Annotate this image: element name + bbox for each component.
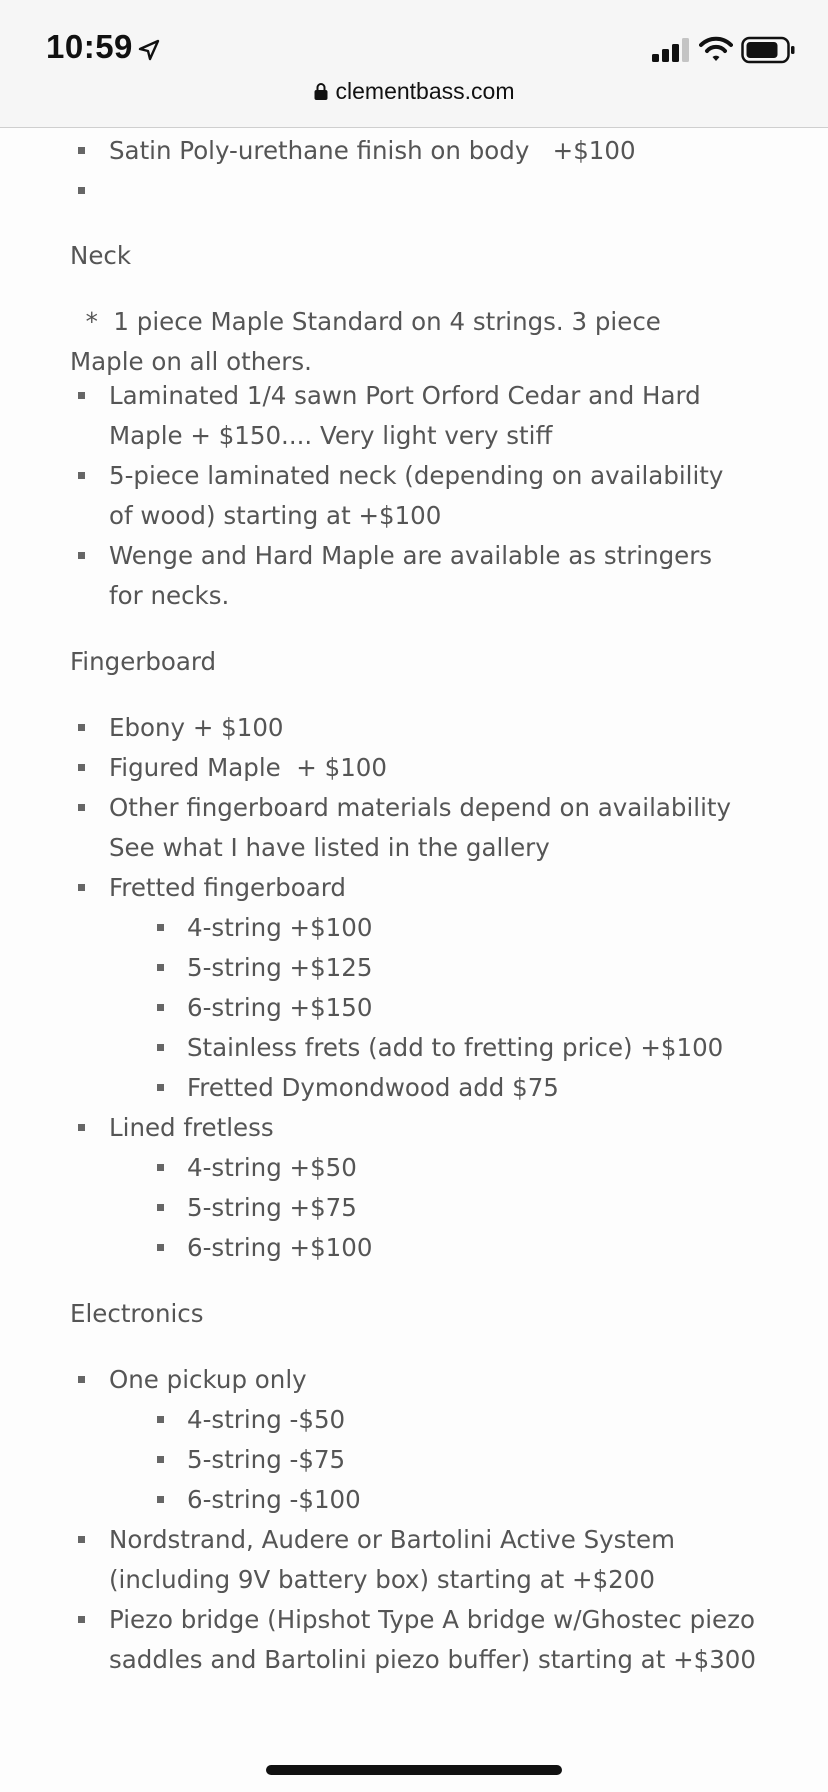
- battery-icon: [741, 36, 797, 64]
- section-heading-neck: Neck: [70, 241, 132, 270]
- sub-bullet: [157, 1244, 164, 1251]
- neck-note-line: Maple on all others.: [70, 347, 312, 376]
- bullet: [78, 764, 85, 771]
- sub-list-item: 4-string +$50: [187, 1153, 357, 1182]
- status-bar: [0, 0, 828, 128]
- sub-bullet: [157, 964, 164, 971]
- list-item: 5-piece laminated neck (depending on availability: [109, 461, 724, 490]
- list-item: Other fingerboard materials depend on availability: [109, 793, 732, 822]
- sub-list-item: 5-string +$125: [187, 953, 373, 982]
- sub-list-item: 5-string +$75: [187, 1193, 357, 1222]
- bullet: [78, 187, 85, 194]
- sub-list-item: 5-string -$75: [187, 1445, 346, 1474]
- sub-bullet: [157, 1204, 164, 1211]
- sub-list-item: Stainless frets (add to fretting price) +$100: [187, 1033, 724, 1062]
- sub-bullet: [157, 924, 164, 931]
- bullet: [78, 1376, 85, 1383]
- bullet: [78, 552, 85, 559]
- bullet: [78, 472, 85, 479]
- bullet: [78, 884, 85, 891]
- list-item: See what I have listed in the gallery: [109, 833, 550, 862]
- sub-list-item: 4-string +$100: [187, 913, 373, 942]
- sub-bullet: [157, 1416, 164, 1423]
- sub-bullet: [157, 1456, 164, 1463]
- url-text: clementbass.com: [335, 78, 515, 104]
- list-item: Figured Maple + $100: [109, 753, 387, 782]
- section-heading-fingerboard: Fingerboard: [70, 647, 217, 676]
- bullet: [78, 1536, 85, 1543]
- list-item: Ebony + $100: [109, 713, 284, 742]
- sub-list-item: Fretted Dymondwood add $75: [187, 1073, 559, 1102]
- list-item: Laminated 1/4 sawn Port Orford Cedar and Hard: [109, 381, 701, 410]
- location-arrow-icon: [137, 38, 161, 62]
- sub-list-item: 6-string +$100: [187, 1233, 373, 1262]
- bullet: [78, 724, 85, 731]
- cellular-signal-icon: [652, 38, 690, 62]
- sub-bullet: [157, 1084, 164, 1091]
- list-item: One pickup only: [109, 1365, 307, 1394]
- sub-list-item: 4-string -$50: [187, 1405, 346, 1434]
- list-item: Fretted fingerboard: [109, 873, 346, 902]
- clock: 10:59: [46, 28, 133, 65]
- list-item: (including 9V battery box) starting at +$200: [109, 1565, 655, 1594]
- sub-bullet: [157, 1164, 164, 1171]
- bullet: [78, 392, 85, 399]
- sub-bullet: [157, 1496, 164, 1503]
- bullet: [78, 147, 85, 154]
- neck-note-line: * 1 piece Maple Standard on 4 strings. 3 piece: [70, 307, 661, 336]
- sub-bullet: [157, 1044, 164, 1051]
- list-item: of wood) starting at +$100: [109, 501, 442, 530]
- list-item: Nordstrand, Audere or Bartolini Active System: [109, 1525, 675, 1554]
- list-item: saddles and Bartolini piezo buffer) starting at +$300: [109, 1645, 756, 1674]
- list-item: Piezo bridge (Hipshot Type A bridge w/Ghostec piezo: [109, 1605, 755, 1634]
- home-indicator[interactable]: [266, 1765, 562, 1775]
- lock-icon: [314, 82, 328, 100]
- list-item: Wenge and Hard Maple are available as stringers: [109, 541, 713, 570]
- sub-list-item: 6-string +$150: [187, 993, 373, 1022]
- list-item: for necks.: [109, 581, 230, 610]
- sub-list-item: 6-string -$100: [187, 1485, 361, 1514]
- wifi-icon: [699, 36, 733, 62]
- sub-bullet: [157, 1004, 164, 1011]
- list-item: Maple + $150.... Very light very stiff: [109, 421, 553, 450]
- section-heading-electronics: Electronics: [70, 1299, 204, 1328]
- list-item: Satin Poly-urethane finish on body +$100: [109, 136, 636, 165]
- bullet: [78, 1616, 85, 1623]
- address-bar[interactable]: [0, 78, 828, 105]
- bullet: [78, 804, 85, 811]
- list-item: Lined fretless: [109, 1113, 274, 1142]
- bullet: [78, 1124, 85, 1131]
